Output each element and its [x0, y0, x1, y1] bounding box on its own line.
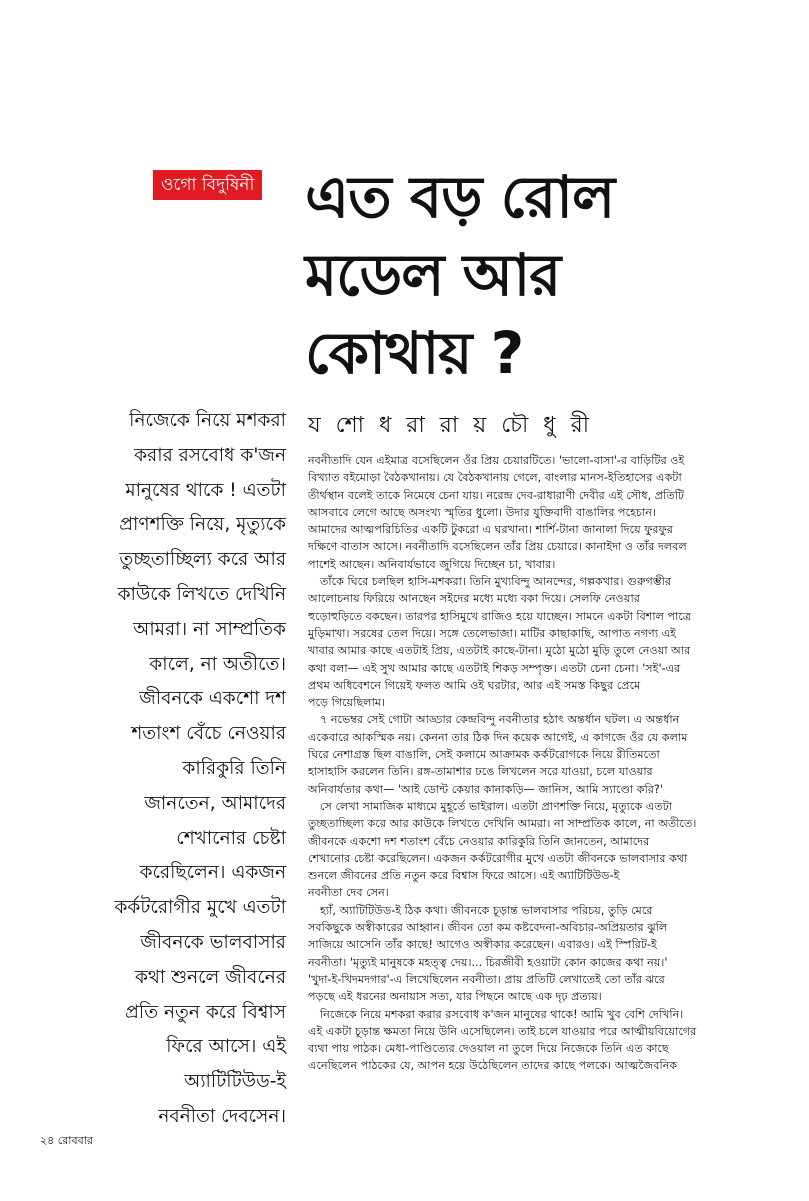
- pull-quote-line: কালে, না অতীতে।: [149, 653, 286, 675]
- article-line: একেবারে আকস্মিক নয়। কেননা তার ঠিক দিন কয়েক আগেই, এ কাগজে ওঁর যে কলাম: [308, 730, 688, 744]
- pull-quote-line: প্রাণশক্তি নিয়ে, মৃত্যুকে: [119, 514, 286, 536]
- article-line: মুড়িমাখা। সরষের তেল দিয়ে। সঙ্গে তেলেভাজা। মাটির কাছাকাছি, আপাত নগণ্য এই: [308, 626, 676, 640]
- article-line: আলোচনায় ফিরিয়ে আনছেন সইদের মধ্যে মধ্যে বকা দিয়ে। সেলফি নেওয়ার: [308, 592, 640, 606]
- article-line: জীবনকে একশো দশ শতাংশ বেঁচে নেওয়ার কারিকুরি তিনি জানতেন, আমাদের: [308, 834, 650, 848]
- article-line: নিজেকে নিয়ে মশকরা করার রসবোধ ক'জন মানুষের থাকে! আমি খুব বেশি দেখিনি।: [320, 1007, 684, 1021]
- article-line: ব্যথা পায় পাঠক। মেধা-পাণ্ডিত্যের দেওয়াল না তুলে দিয়ে নিজেকে তিনি এত কাছে: [308, 1042, 669, 1056]
- article-paragraph: [308, 902, 780, 1006]
- pull-quote-line: করেছিলেন। একজন: [139, 862, 286, 884]
- article-line: সে লেখা সামাজিক মাধ্যমে মুহূর্তে ভাইরাল। এতটা প্রাণশক্তি নিয়ে, মৃত্যুকে এতটা: [320, 799, 673, 813]
- article-line: তাঁকে ঘিরে চলছিল হাসি-মশকরা। তিনি মুখ্যবিন্দু আনন্দের, গল্পকথার। গুরুগম্ভীর: [320, 575, 672, 589]
- pull-quote-line: প্রতি নতুন করে বিশ্বাস: [125, 1001, 286, 1023]
- pull-quote-line: তুচ্ছতাচ্ছিল্য করে আর: [119, 549, 286, 571]
- article-line: নবনীতা দেব সেন।: [308, 886, 389, 900]
- article-line: তুচ্ছতাচ্ছিল্য করে আর কাউকে লিখতে দেখিনি আমরা। না সাম্প্রতিক কালে, না অতীতে।: [308, 817, 697, 831]
- pull-quote: [62, 404, 286, 1135]
- article-line: পড়ছে এই ধরনের অনায়াস সত্য, যার পিছনে আছে এক দৃঢ় প্রত্যয়।: [308, 990, 602, 1004]
- pull-quote-line: অ্যাটিটিউড-ই: [184, 1071, 286, 1093]
- article-line: হুড়োহুড়িতে বকছেন। তারপর হাসিমুখে রাজিও হয়ে যাচ্ছেন। সামনে একটা বিশাল পাত্রে: [308, 609, 692, 623]
- article-line: সবকিছুকে অস্বীকারের আহ্বান। জীবন তো কম কষ্টবেদনা-অবিচার-অপ্রিয়তার ঝুলি: [308, 921, 668, 935]
- article-line: দক্ষিণে বাতাস আসে। নবনীতাদি বসেছিলেন তাঁর প্রিয় চেয়ারে। কানাইদা ও তাঁর দলবল: [308, 540, 687, 554]
- pull-quote-line: মানুষের থাকে ! এতটা: [125, 479, 286, 501]
- article-line: শুনলে জীবনের প্রতি নতুন করে বিশ্বাস ফিরে আসে। এই অ্যাটিটিউড-ই: [308, 869, 620, 883]
- pull-quote-line: জীবনকে একশো দশ: [139, 688, 286, 710]
- pull-quote-line: আমরা। না সাম্প্রতিক: [133, 618, 286, 640]
- author-byline: য শো ধ রা রা য় চৌ ধু রী: [308, 413, 594, 438]
- headline: [305, 158, 785, 392]
- article-paragraph: [308, 711, 780, 797]
- pull-quote-line: নিজেকে নিয়ে মশকরা: [129, 410, 286, 431]
- article-line: বিখ্যাত বইমোড়া বৈঠকখানায়। যে বৈঠকখানায় গেলে, বাংলার মানস-ইতিহাসের একটা: [308, 471, 682, 485]
- article-line: এই একটা চূড়ান্ত ক্ষমতা নিয়ে উনি এসেছিলেন। তাই চলে যাওয়ার পরে আত্মীয়বিয়োগের: [308, 1024, 697, 1038]
- pull-quote-line: কাউকে লিখতে দেখিনি: [117, 583, 286, 605]
- pull-quote-line: কারিকুরি তিনি: [182, 757, 286, 779]
- article-line: আমাদের আত্মপরিচিতির একটি টুকরো এ ঘরখানা। শার্শি-টানা জানালা দিয়ে ফুরফুর: [308, 523, 673, 537]
- pull-quote-line: কর্কটরোগীর মুখে এতটা: [114, 897, 286, 919]
- pull-quote-line: করার রসবোধ ক'জন: [134, 444, 286, 466]
- article-line: পড়ে গিয়েছিলাম।: [308, 696, 386, 710]
- headline-line: এত বড় রোল: [305, 163, 615, 231]
- headline-line: মডেল আর: [305, 241, 561, 309]
- article-line: ৭ নভেম্বর সেই গোটা আড্ডার কেন্দ্রবিন্দু নবনীতার হঠাৎ অন্তর্ধান ঘটল। এ অন্তর্ধান: [320, 713, 680, 727]
- pull-quote-line: ফিরে আসে। এই: [166, 1036, 286, 1058]
- article-line: সাজিয়ে আসেনি তাঁর কাছে! আগেও অস্বীকার করেছেন। এবারও। এই স্পিরিট-ই: [308, 938, 657, 952]
- article-line: নবনীতা। 'মৃত্যুই মানুষকে মহত্ত্ব দেয়।... চিরজীবী হওয়াটা কোন কাজের কথা নয়।': [308, 955, 668, 969]
- headline-line: কোথায় ?: [305, 319, 524, 387]
- article-line: আসবাবে লেগে আছে অসংখ্য স্মৃতির ধুলো। উদার যুক্তিবাদী বাঙালির পহেচান।: [308, 505, 656, 519]
- article-line: শেখানোর চেষ্টা করেছিলেন। একজন কর্কটরোগীর মুখে এতটা জীবনকে ভালবাসার কথা: [308, 851, 688, 865]
- article-line: কথা বলা— এই সুখ আমার কাছে এতটাই শিকড় সম্পৃক্ত। এতটা চেনা চেনা। 'সই'-এর: [308, 661, 681, 675]
- pull-quote-line: জানতেন, আমাদের: [144, 792, 286, 814]
- article-body: [308, 452, 780, 1075]
- pull-quote-line: শতাংশ বেঁচে নেওয়ার: [131, 723, 286, 745]
- article-paragraph: [308, 452, 780, 573]
- article-line: হাসাহাসি করলেন তিনি। রঙ্গ-তামাশার ঢঙে লিখলেন সরে যাওয়া, চলে যাওয়ার: [308, 765, 653, 779]
- article-line: হ্যাঁ, অ্যাটিটিউড-ই ঠিক কথা। জীবনকে চূড়ান্ত ভালবাসার পরিচয়, তুড়ি মেরে: [320, 903, 653, 917]
- article-line: নবনীতাদি যেন এইমাত্র বসেছিলেন ওঁর প্রিয় চেয়ারটিতে। 'ভালো-বাসা'-র বাড়িটির ওই: [308, 454, 685, 467]
- article-line: 'খুদা-ই-খিদমদগার'-এ লিখেছিলেন নবনীতা। প্রায় প্রতিটি লেখাতেই তো তাঁর ঝরে: [308, 972, 665, 986]
- pull-quote-line: শেখানোর চেষ্টা: [176, 827, 286, 849]
- article-line: খাবার আমার কাছে এতটাই প্রিয়, এতটাই কাছে-টানা। মুঠো মুঠো মুড়ি তুলে নেওয়া আর: [308, 644, 691, 658]
- page-folio: ২৪ রোববার: [40, 1134, 93, 1147]
- article-line: ঘিরে নেশাগ্রস্ত ছিল বাঙালি, সেই কলামে আক্রামক কর্কটরোগকে নিয়ে রীতিমতো: [308, 748, 660, 762]
- section-tag: ওগো বিদুষিনী: [153, 170, 262, 200]
- article-line: প্রথম অধিবেশনে গিয়েই ফলত আমি ওই ঘরটার, আর এই সমস্ত কিছুর প্রেমে: [308, 678, 641, 692]
- article-paragraph: [308, 573, 780, 711]
- pull-quote-line: নবনীতা দেবসেন।: [158, 1105, 286, 1127]
- article-line: তীর্থস্থান বলেই তাকে নিমেষে চেনা যায়। নরেন্দ্র দেব-রাধারাণী দেবীর এই সৌধ, প্রতিটি: [308, 488, 685, 502]
- pull-quote-line: জীবনকে ভালবাসার: [140, 931, 286, 953]
- article-line: এনেছিলেন পাঠকের যে, আপন হয়ে উঠেছিলেন তাদের কাছে পলকে। আত্মজৈবনিক: [308, 1059, 678, 1073]
- article-line: পাশেই আছেন। অনিবার্যভাবে জুগিয়ে দিচ্ছেন চা, খাবার।: [308, 557, 556, 571]
- article-paragraph: [308, 1006, 780, 1075]
- pull-quote-line: কথা শুনলে জীবনের: [134, 966, 286, 988]
- article-line: অনিবার্যতার কথা— 'আই ডোন্ট কেয়ার কানাকড়ি— জানিস, আমি স্যাণ্ডো করি?': [308, 782, 663, 796]
- article-paragraph: [308, 798, 780, 902]
